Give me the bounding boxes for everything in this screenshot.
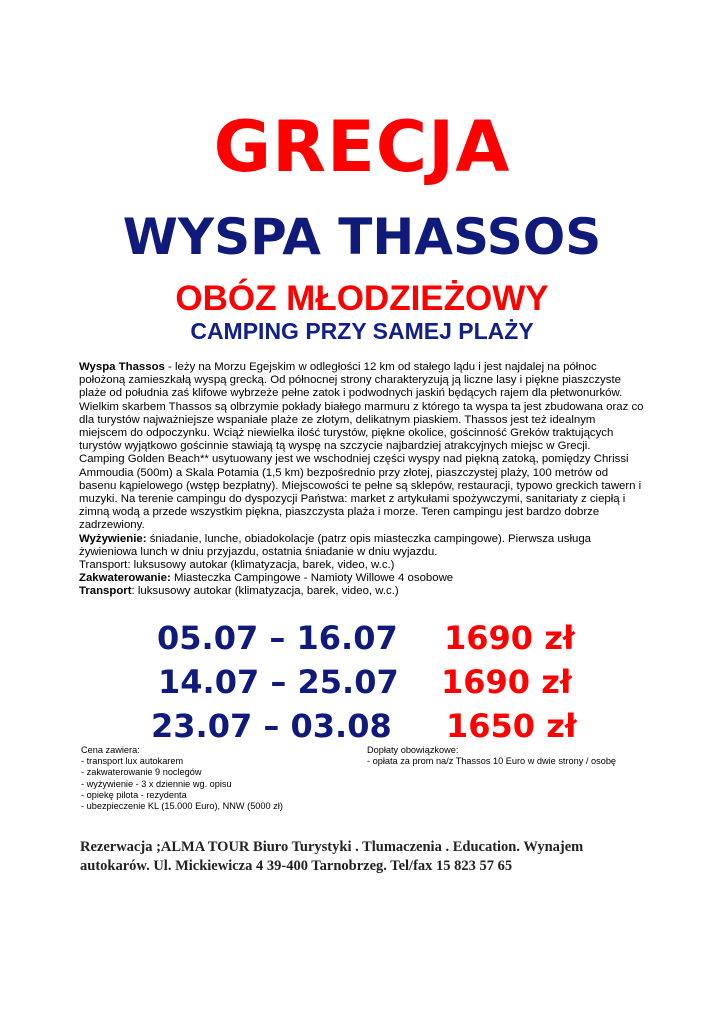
island-description-text: - leży na Morzu Egejskim w odległości 12 km od stałego lądu i jest najdalej na północ położoną zamieszkałą wyspą grecką. Od północnej strony charakteryzują ją liczne lasy i piękne piaszczyste plaże od południa zaś klifowe wybrzeże pełne zatok i podwodnych jaskiń będących rajem dla płetwonurków. Wielkim skarbem Thassos są olbrzymie pokłady białego marmuru z którego ta wyspa ta jest zbudowana oraz co dla turystów najważniejsze wspaniałe plaże ze złotym, delikatnym piaskiem. Thassos jest też idealnym miejscem do odpoczynku. Wciąż niewielka ilość turystów, piękne okolice, gościnność Greków traktujących turystów wyjątkowo gościnnie stawiają tą wyspę na szczycie najbardziej atrakcyjnych miejsc w Grecji. [79, 361, 644, 453]
food-text: śniadanie, lunche, obiadokolacje (patrz opis miasteczka campingowe). Pierwsza usługa żywieniowa lunch w dniu przyjazdu, ostatnia śniadanie w dniu wyjazdu. [79, 532, 591, 558]
term-row [0, 660, 724, 704]
list-item: - opiekę pilota - rezydenta [81, 789, 187, 800]
mandatory-extras [367, 745, 616, 767]
mandatory-extras-heading: Dopłaty obowiązkowe: [367, 745, 459, 755]
food-label: Wyżywienie: [79, 532, 147, 545]
description-paragraph-food [79, 533, 645, 559]
price-includes [81, 745, 283, 812]
description-paragraph-stay [79, 572, 645, 585]
booking-contact-line2: autokarów. Ul. Mickiewicza 4 39-400 Tarnobrzeg. Tel/fax 15 823 57 65 [80, 858, 513, 874]
list-item: - transport lux autokarem [81, 756, 184, 767]
title-camp: OBÓZ MŁODZIEŻOWY [175, 279, 549, 318]
terms-list [0, 616, 724, 748]
list-item: - opłata za prom na/z Thassos 10 Euro w dwie strony / osobę [367, 756, 617, 767]
stay-text: Miasteczka Campingowe - Namioty Willowe 4 osobowe [170, 572, 454, 585]
list-item: - ubezpieczenie KL (15.000 Euro), NNW (5000 zł) [81, 801, 283, 812]
island-name-label: Wyspa Thassos [79, 361, 165, 373]
term-date-range: 23.07 – 03.08 [151, 707, 392, 745]
term-date-range: 05.07 – 16.07 [157, 619, 398, 657]
description-paragraph-camping: Camping Golden Beach** usytuowany jest we wschodniej części wyspy nad piękną zatoką, pomiędzy Chrissi Ammoudia (500m) a Skala Potamia (1,5 km) bezpośrednio przy złotej, piaszczystej plaży, 100 metrów od basenu kąpielowego (wstęp bezpłatny). Miejscowości te pełne są sklepów, restauracji, typowo greckich tawern i muzyki. Na terenie campingu do dyspozycji Państwa: market z artykułami spożywczymi, sanitariaty z ciepłą i zimną wodą a przede wszystkim piękna, piaszczysta plaża i morze. Teren campingu jest bardzo dobrze zadrzewiony. [79, 453, 642, 532]
stay-label: Zakwaterowanie: [79, 572, 171, 585]
description-transport-plain: Transport: luksusowy autokar (klimatyzacja, barek, video, w.c.) [79, 559, 395, 572]
transport-label: Transport [79, 585, 132, 598]
title-country: GRECJA [213, 106, 511, 188]
booking-contact-line1: Rezerwacja ;ALMA TOUR Biuro Turystyki . Tlumaczenia . Education. Wynajem [80, 839, 584, 855]
list-item: - wyżywienie - 3 x dziennie wg. opisu [81, 778, 232, 789]
title-camping: CAMPING PRZY SAMEJ PLAŻY [190, 318, 534, 344]
title-island: WYSPA THASSOS [122, 208, 602, 266]
description [79, 361, 645, 599]
term-date-range: 14.07 – 25.07 [158, 663, 399, 701]
price-includes-heading: Cena zawiera: [81, 745, 140, 755]
term-row [0, 704, 724, 748]
list-item: - zakwaterowanie 9 noclegów [81, 767, 202, 778]
description-paragraph-island [79, 361, 645, 453]
description-paragraph-transport [79, 585, 645, 598]
term-row [0, 616, 724, 660]
transport-text: : luksusowy autokar (klimatyzacja, barek, video, w.c.) [131, 585, 399, 598]
term-price: 1690 zł [441, 663, 572, 701]
term-price: 1650 zł [446, 707, 577, 745]
term-price: 1690 zł [444, 619, 575, 657]
booking-contact [80, 838, 660, 876]
